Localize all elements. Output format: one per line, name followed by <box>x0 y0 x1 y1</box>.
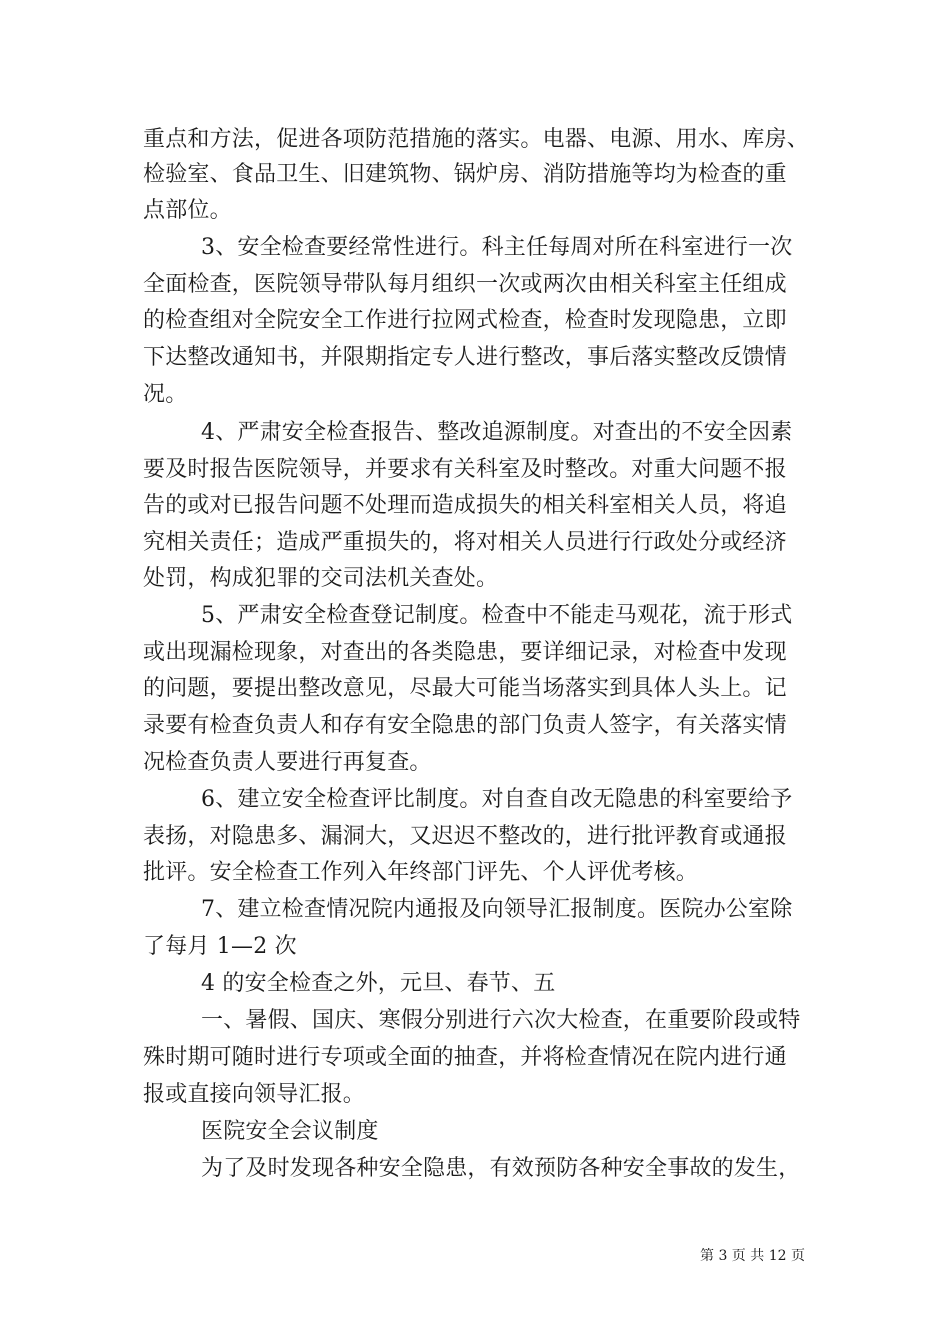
text-line: 检验室、食品卫生、旧建筑物、锅炉房、消防措施等均为检查的重 <box>143 162 787 187</box>
text-line: 录要有检查负责人和存有安全隐患的部门负责人签字，有关落实情 <box>143 713 787 738</box>
paragraph-start-line: 4、严肃安全检查报告、整改追源制度。对查出的不安全因素 <box>201 420 793 445</box>
paragraph-start-line: 3、安全检查要经常性进行。科主任每周对所在科室进行一次 <box>201 235 793 260</box>
page-number-footer: 第 3 页 共 12 页 <box>700 1248 805 1264</box>
text-line: 要及时报告医院领导，并要求有关科室及时整改。对重大问题不报 <box>143 457 787 482</box>
text-line: 究相关责任；造成严重损失的，将对相关人员进行行政处分或经济 <box>143 530 787 555</box>
paragraph-start-line: 为了及时发现各种安全隐患，有效预防各种安全事故的发生， <box>201 1156 801 1181</box>
text-line: 或出现漏检现象，对查出的各类隐患，要详细记录，对检查中发现 <box>143 640 787 665</box>
text-line: 况。 <box>143 382 188 407</box>
text-line: 处罚，构成犯罪的交司法机关查处。 <box>143 566 499 591</box>
section-heading: 医院安全会议制度 <box>201 1119 379 1144</box>
text-line: 下达整改通知书，并限期指定专人进行整改，事后落实整改反馈情 <box>143 345 787 370</box>
paragraph-start-line: 5、严肃安全检查登记制度。检查中不能走马观花，流于形式 <box>201 603 793 628</box>
text-line: 殊时期可随时进行专项或全面的抽查，并将检查情况在院内进行通 <box>143 1045 787 1070</box>
text-line: 的问题，要提出整改意见，尽最大可能当场落实到具体人头上。记 <box>143 676 787 701</box>
text-line: 点部位。 <box>143 198 232 223</box>
text-line: 况检查负责人要进行再复查。 <box>143 750 432 775</box>
text-line: 的检查组对全院安全工作进行拉网式检查，检查时发现隐患，立即 <box>143 308 787 333</box>
text-line: 告的或对已报告问题不处理而造成损失的相关科室相关人员，将追 <box>143 493 787 518</box>
text-line: 了每月 1—2 次 <box>143 934 297 959</box>
text-line: 重点和方法，促进各项防范措施的落实。电器、电源、用水、库房、 <box>143 127 810 152</box>
text-line: 批评。安全检查工作列入年终部门评先、个人评优考核。 <box>143 860 699 885</box>
paragraph-start-line: 一、暑假、国庆、寒假分别进行六次大检查，在重要阶段或特 <box>201 1008 801 1033</box>
text-line: 报或直接向领导汇报。 <box>143 1082 366 1107</box>
text-line: 全面检查，医院领导带队每月组织一次或两次由相关科室主任组成 <box>143 272 787 297</box>
paragraph-start-line: 7、建立检查情况院内通报及向领导汇报制度。医院办公室除 <box>201 897 793 922</box>
paragraph-start-line: 6、建立安全检查评比制度。对自查自改无隐患的科室要给予 <box>201 787 793 812</box>
text-line: 表扬，对隐患多、漏洞大，又迟迟不整改的，进行批评教育或通报 <box>143 824 787 849</box>
paragraph-start-line: 4 的安全检查之外，元旦、春节、五 <box>201 971 556 996</box>
